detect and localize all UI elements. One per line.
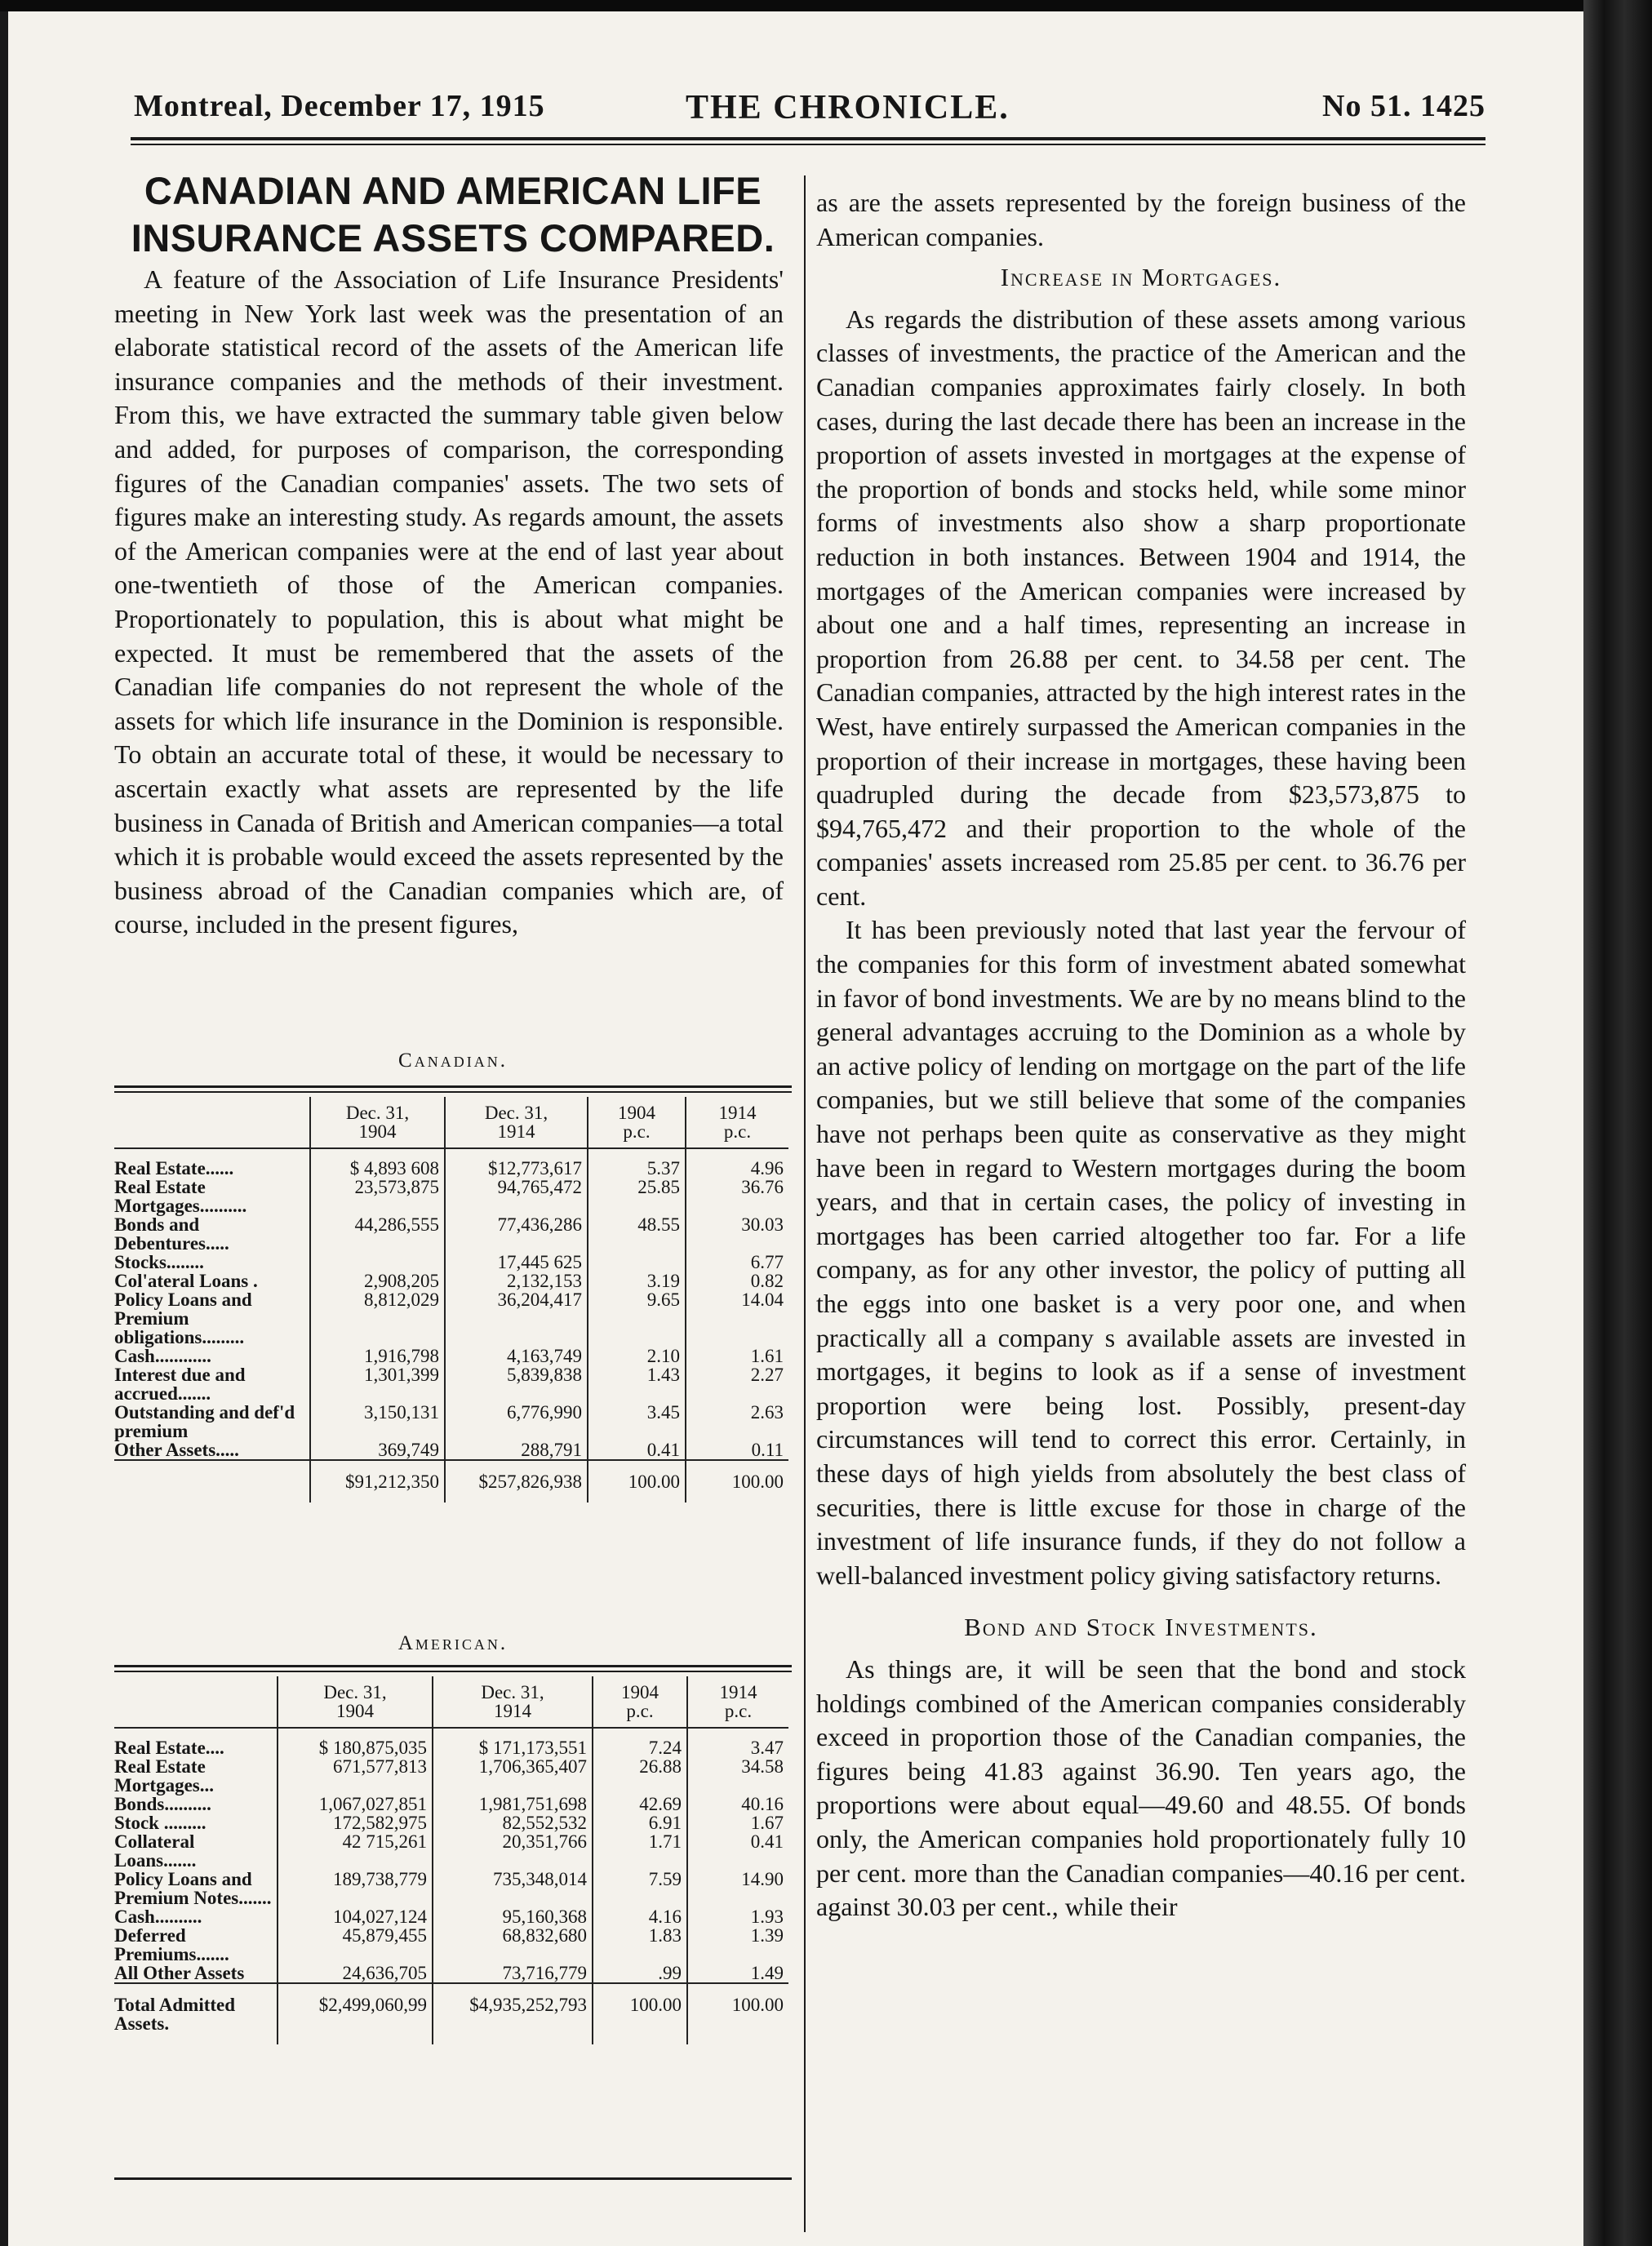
table-row <box>114 1832 788 1870</box>
table-row <box>114 1347 788 1365</box>
header-text: Dec. 31, 1904 <box>345 1103 410 1142</box>
pc-1914: 0.11 <box>686 1440 788 1460</box>
value-1904: 23,573,875 <box>310 1178 445 1215</box>
header-issue-page: No 51. 1425 <box>1322 89 1485 123</box>
value-1914: 1,706,365,407 <box>433 1757 593 1795</box>
table-header-row <box>114 1676 788 1728</box>
value-1914: 77,436,286 <box>445 1215 588 1253</box>
value-1914: 73,716,779 <box>433 1964 593 1983</box>
row-label: Deferred Premiums....... <box>114 1925 229 1964</box>
pc-1914: 2.63 <box>686 1403 788 1440</box>
table-row <box>114 1870 788 1907</box>
table-total-row <box>114 1460 788 1503</box>
table-row <box>114 1964 788 1983</box>
table-row <box>114 1926 788 1964</box>
canadian-table-top-rule <box>114 1085 792 1088</box>
continuation-paragraph: as are the assets represented by the foreign business of the American companies. <box>816 188 1466 251</box>
american-table-top-rule <box>114 1665 792 1667</box>
pc-1904: 3.19 <box>588 1272 686 1290</box>
header-text: 1904 p.c. <box>618 1103 655 1142</box>
pc-1914: 0.82 <box>686 1272 788 1290</box>
american-table-top-rule-thin <box>114 1671 792 1672</box>
pc-1914: 14.90 <box>687 1870 788 1907</box>
value-1914: $ 171,173,551 <box>433 1728 593 1757</box>
header-text: 1904 p.c. <box>621 1682 659 1721</box>
row-label: Interest due and accrued....... <box>114 1365 246 1404</box>
row-label: Bonds.......... <box>114 1794 211 1814</box>
row-label: Real Estate.... <box>114 1738 224 1758</box>
value-1914: 6,776,990 <box>445 1403 588 1440</box>
total-label <box>114 1460 310 1503</box>
value-1914: 5,839,838 <box>445 1365 588 1403</box>
pc-1914: 0.41 <box>687 1832 788 1870</box>
pc-1904: 1.43 <box>588 1365 686 1403</box>
row-label: Real Estate...... <box>114 1158 234 1178</box>
row-label: Policy Loans and Premium obligations......... <box>114 1289 252 1347</box>
table-header-1914-pc <box>687 1676 788 1728</box>
table-header-1904 <box>278 1676 433 1728</box>
article-title: CANADIAN AND AMERICAN LIFE INSURANCE ASSETS COMPARED. <box>131 169 775 260</box>
table-row <box>114 1907 788 1926</box>
value-1914: 94,765,472 <box>445 1178 588 1215</box>
canadian-table-top-rule-thin <box>114 1091 792 1093</box>
canadian-assets-table <box>114 1097 788 1503</box>
table-header-1914 <box>445 1097 588 1148</box>
scan-top-edge <box>0 0 1652 11</box>
pc-1914: 1.61 <box>686 1347 788 1365</box>
table-row <box>114 1403 788 1440</box>
value-1904: 172,582,975 <box>278 1813 433 1832</box>
row-label: Cash............ <box>114 1346 211 1366</box>
table-row <box>114 1215 788 1253</box>
value-1914: 20,351,766 <box>433 1832 593 1870</box>
pc-1904: 2.10 <box>588 1347 686 1365</box>
value-1914: 735,348,014 <box>433 1870 593 1907</box>
row-label: All Other Assets <box>114 1963 245 1983</box>
pc-1904: 4.16 <box>593 1907 687 1926</box>
table-row <box>114 1813 788 1832</box>
value-1904: 671,577,813 <box>278 1757 433 1795</box>
value-1904: 8,812,029 <box>310 1290 445 1347</box>
header-text: 1914 p.c. <box>718 1103 757 1142</box>
table-row <box>114 1365 788 1403</box>
pc-1914: 3.47 <box>687 1728 788 1757</box>
header-rule-thin <box>131 144 1485 145</box>
value-1914: 4,163,749 <box>445 1347 588 1365</box>
value-1914: 95,160,368 <box>433 1907 593 1926</box>
subhead-bond-and-stock-investments: Bond and Stock Investments. <box>964 1613 1318 1642</box>
value-1904: $ 180,875,035 <box>278 1728 433 1757</box>
value-1904: 24,636,705 <box>278 1964 433 1983</box>
total-label: Total Admitted Assets. <box>114 1983 278 2044</box>
table-row <box>114 1728 788 1757</box>
value-1904: 1,916,798 <box>310 1347 445 1365</box>
american-table-caption: American. <box>397 1632 508 1654</box>
row-label: Other Assets..... <box>114 1440 239 1460</box>
pc-1914: 6.77 <box>686 1253 788 1272</box>
value-1914: 288,791 <box>445 1440 588 1460</box>
pc-1914: 34.58 <box>687 1757 788 1795</box>
value-1904: $ 4,893 608 <box>310 1148 445 1178</box>
scan-left-edge <box>0 11 8 2246</box>
value-1904: 1,301,399 <box>310 1365 445 1403</box>
row-label: Stock ......... <box>114 1813 206 1833</box>
row-label: Real Estate Mortgages.......... <box>114 1177 247 1216</box>
book-binding <box>1583 0 1652 2246</box>
value-1904: 44,286,555 <box>310 1215 445 1253</box>
value-1914: 36,204,417 <box>445 1290 588 1347</box>
row-label: Outstanding and def'd premium <box>114 1402 295 1441</box>
canadian-table-caption: Canadian. <box>398 1050 508 1072</box>
table-row <box>114 1440 788 1460</box>
table-header-1914-pc <box>686 1097 788 1148</box>
pc-1914: 40.16 <box>687 1795 788 1813</box>
column-divider <box>804 175 806 2232</box>
value-1904: 3,150,131 <box>310 1403 445 1440</box>
value-1904: 369,749 <box>310 1440 445 1460</box>
value-1914: 68,832,680 <box>433 1926 593 1964</box>
left-column-text <box>114 263 784 942</box>
pc-1914: 4.96 <box>686 1148 788 1178</box>
table-row <box>114 1272 788 1290</box>
pc-1904 <box>588 1253 686 1272</box>
value-1914: $12,773,617 <box>445 1148 588 1178</box>
right-column-text <box>816 186 1466 1924</box>
value-1904: 189,738,779 <box>278 1870 433 1907</box>
pc-1914: 1.49 <box>687 1964 788 1983</box>
table-row <box>114 1795 788 1813</box>
pc-1914: 30.03 <box>686 1215 788 1253</box>
table-header-1904 <box>310 1097 445 1148</box>
pc-1904: 0.41 <box>588 1440 686 1460</box>
header-rule <box>131 137 1485 140</box>
american-assets-table <box>114 1676 788 2044</box>
total-pc-1904: 100.00 <box>588 1460 686 1503</box>
table-row <box>114 1757 788 1795</box>
header-text: 1914 p.c. <box>719 1682 757 1721</box>
value-1904: 104,027,124 <box>278 1907 433 1926</box>
pc-1904: 5.37 <box>588 1148 686 1178</box>
header-text: Dec. 31, 1904 <box>323 1682 387 1721</box>
total-1904: $2,499,060,99 <box>278 1983 433 2044</box>
total-1904: $91,212,350 <box>310 1460 445 1503</box>
value-1914: 1,981,751,698 <box>433 1795 593 1813</box>
pc-1914: 1.39 <box>687 1926 788 1964</box>
header-dateline: Montreal, December 17, 1915 <box>134 89 545 123</box>
pc-1904: 3.45 <box>588 1403 686 1440</box>
pc-1904: 42.69 <box>593 1795 687 1813</box>
row-label: Policy Loans and Premium Notes....... <box>114 1869 272 1908</box>
table-total-row <box>114 1983 788 2044</box>
total-pc-1914: 100.00 <box>686 1460 788 1503</box>
pc-1904: 1.83 <box>593 1926 687 1964</box>
mortgages-paragraph-1: As regards the distribution of these assets among various classes of investments, the practice of the American and the Canadian companies approximates fairly closely. In both cases, during the last decade there has been an increase in the proportion of assets invested in mortgages at the expense of the proportion of bonds and stocks held, while some minor forms of investments also show a sharp proportionate reduction in both instances. Between 1904 and 1914, the mortgages of the American companies were increased by about one and a half times, representing an increase in proportion from 26.88 per cent. to 34.58 per cent. The Canadian companies, attracted by the high interest rates in the West, have entirely surpassed the American companies in the proportion of their increase in mortgages, these having been quadrupled during the decade from $23,573,875 to $94,765,472 and their proportion to the whole of the companies' assets increased rom 25.85 per cent. to 36.76 per cent. <box>816 304 1466 911</box>
row-label: Collateral Loans....... <box>114 1831 197 1871</box>
american-table-bottom-rule <box>114 2177 792 2180</box>
pc-1904: 7.24 <box>593 1728 687 1757</box>
header-text: Dec. 31, 1914 <box>484 1103 548 1142</box>
value-1904: 45,879,455 <box>278 1926 433 1964</box>
pc-1904: 9.65 <box>588 1290 686 1347</box>
pc-1904: 26.88 <box>593 1757 687 1795</box>
value-1904: 1,067,027,851 <box>278 1795 433 1813</box>
table-row <box>114 1253 788 1272</box>
pc-1914: 1.93 <box>687 1907 788 1926</box>
total-1914: $4,935,252,793 <box>433 1983 593 2044</box>
pc-1904: 6.91 <box>593 1813 687 1832</box>
table-header-blank <box>114 1097 310 1148</box>
row-label: Stocks........ <box>114 1252 204 1272</box>
pc-1904: .99 <box>593 1964 687 1983</box>
mortgages-paragraph-2: It has been previously noted that last year the fervour of the companies for this form of investment abated somewhat in favor of bond investments. We are by no means blind to the general advantages accruing to the Dominion as a whole by an active policy of lending on mortgage on the part of the life companies, but we still believe that some of the companies have not perhaps been quite as conservative as they might have been in regard to Western mortgages during the boom years, and that in certain cases, the policy of investing in mortgages has been carried altogether too far. For a life company, as for any other investor, the policy of putting all the eggs into one basket is a very poor one, and when practically all a company s available assets are invested in mortgages, it begins to look as if a sense of investment proportion were being lost. Possibly, present-day circumstances will tend to correct this error. Certainly, in these days of high yields from absolutely the best class of securities, there is little excuse for those in charge of the investment of life insurance funds, if they do not follow a well-balanced investment policy giving satisfactory returns. <box>816 915 1466 1590</box>
table-row <box>114 1178 788 1215</box>
pc-1914: 2.27 <box>686 1365 788 1403</box>
row-label: Bonds and Debentures..... <box>114 1214 229 1254</box>
total-1914: $257,826,938 <box>445 1460 588 1503</box>
value-1914: 2,132,153 <box>445 1272 588 1290</box>
pc-1904: 48.55 <box>588 1215 686 1253</box>
total-pc-1904: 100.00 <box>593 1983 687 2044</box>
table-header-1904-pc <box>593 1676 687 1728</box>
pc-1914: 14.04 <box>686 1290 788 1347</box>
pc-1914: 1.67 <box>687 1813 788 1832</box>
pc-1914: 36.76 <box>686 1178 788 1215</box>
table-row <box>114 1148 788 1178</box>
value-1904 <box>310 1253 445 1272</box>
table-header-1904-pc <box>588 1097 686 1148</box>
pc-1904: 7.59 <box>593 1870 687 1907</box>
subhead-increase-in-mortgages: Increase in Mortgages. <box>1000 263 1282 292</box>
row-label: Col'ateral Loans . <box>114 1271 258 1291</box>
table-header-blank <box>114 1676 278 1728</box>
row-label: Real Estate Mortgages... <box>114 1756 214 1795</box>
intro-paragraph: A feature of the Association of Life Insurance Presidents' meeting in New York last week was the presentation of an elaborate statistical record of the assets of the American life insurance companies and the methods of their investment. From this, we have extracted the summary table given below and added, for purposes of comparison, the corresponding figures of the Canadian companies' assets. The two sets of figures make an interesting study. As regards amount, the assets of the American companies were at the end of last year about one-twentieth of those of the American companies. Proportionately to population, this is about what might be expected. It must be remembered that the assets of the Canadian life companies do not represent the whole of the assets for which life insurance in the Dominion is responsible. To obtain an accurate total of these, it would be necessary to ascertain exactly what assets are represented by the life business in Canada of British and American companies—a total which it is probable would exceed the assets represented by the business abroad of the Canadian companies which are, of course, included in the present figures, <box>114 264 784 939</box>
row-label: Cash.......... <box>114 1906 202 1927</box>
table-header-row <box>114 1097 788 1148</box>
value-1914: 17,445 625 <box>445 1253 588 1272</box>
bonds-paragraph: As things are, it will be seen that the bond and stock holdings combined of the American companies considerably exceed in proportion those of the Canadian companies, the figures being 41.83 against 36.90. Ten years ago, the proportions were about equal—49.60 and 48.55. Of bonds only, the American companies hold proportionately fully 10 per cent. more than the Canadian companies—40.16 per cent. against 30.03 per cent., while their <box>816 1653 1466 1922</box>
value-1904: 42 715,261 <box>278 1832 433 1870</box>
pc-1904: 25.85 <box>588 1178 686 1215</box>
header-publication: THE CHRONICLE. <box>686 89 1010 127</box>
value-1904: 2,908,205 <box>310 1272 445 1290</box>
running-header <box>131 88 1485 137</box>
value-1914: 82,552,532 <box>433 1813 593 1832</box>
table-header-1914 <box>433 1676 593 1728</box>
table-row <box>114 1290 788 1347</box>
pc-1904: 1.71 <box>593 1832 687 1870</box>
total-pc-1914: 100.00 <box>687 1983 788 2044</box>
header-text: Dec. 31, 1914 <box>481 1682 544 1721</box>
